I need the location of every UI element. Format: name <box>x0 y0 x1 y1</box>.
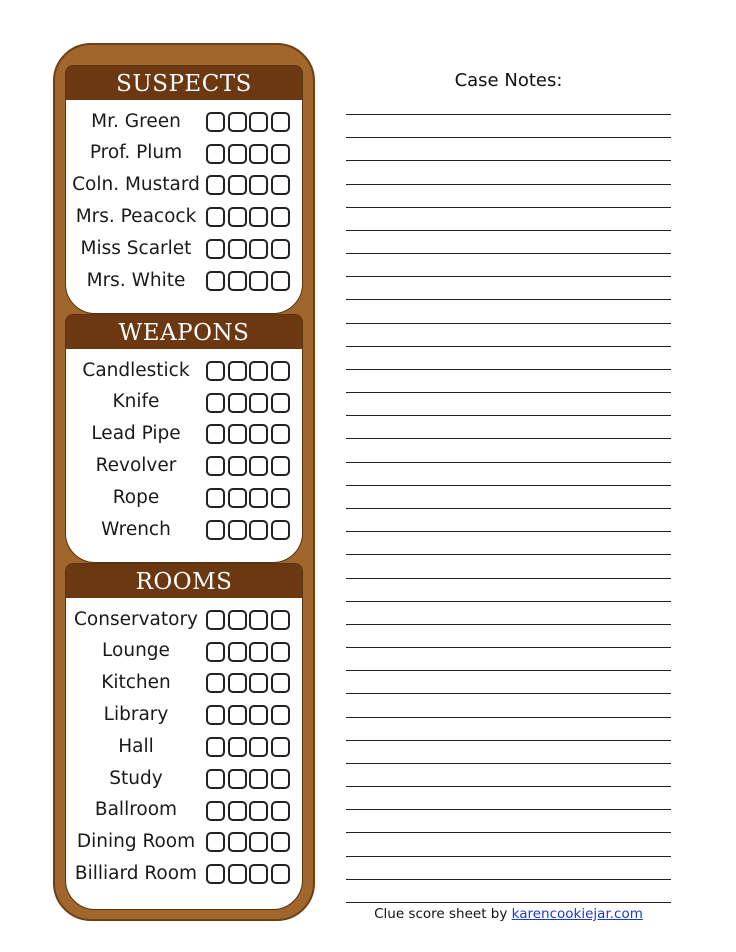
checkbox[interactable] <box>271 801 290 821</box>
weapons-row <box>66 355 302 387</box>
note-line[interactable] <box>346 601 671 602</box>
checkbox[interactable] <box>271 239 290 259</box>
checkbox[interactable] <box>271 424 290 444</box>
footer-link[interactable]: karencookiejar.com <box>511 906 643 922</box>
notes-lines <box>346 0 671 952</box>
suspects-row <box>66 106 302 138</box>
rooms-row <box>66 827 302 859</box>
checkbox[interactable] <box>206 520 225 540</box>
note-line[interactable] <box>346 485 671 486</box>
checkbox[interactable] <box>228 456 247 476</box>
suspects-row <box>66 233 302 265</box>
checkbox[interactable] <box>249 456 268 476</box>
rooms-section <box>65 563 303 910</box>
checkbox[interactable] <box>206 424 225 444</box>
checkbox[interactable] <box>249 801 268 821</box>
checkbox[interactable] <box>271 705 290 725</box>
note-line[interactable] <box>346 809 671 810</box>
item-label: Mrs. Peacock <box>75 206 197 228</box>
checkbox[interactable] <box>206 207 225 227</box>
note-line[interactable] <box>346 832 671 833</box>
suspects-section <box>65 65 303 314</box>
checkbox[interactable] <box>271 832 290 852</box>
rooms-row <box>66 604 302 636</box>
note-line[interactable] <box>346 114 671 115</box>
rooms-row <box>66 636 302 668</box>
checkbox[interactable] <box>249 239 268 259</box>
item-label: Rope <box>112 486 160 508</box>
footer-text: Clue score sheet by <box>374 906 512 922</box>
checkbox[interactable] <box>206 361 225 381</box>
checkbox[interactable] <box>206 832 225 852</box>
rooms-row <box>66 795 302 827</box>
checkbox-group <box>206 239 292 259</box>
item-label: Miss Scarlet <box>80 237 192 259</box>
checkbox-group <box>206 144 292 164</box>
checkbox-group <box>206 175 292 195</box>
weapons-row <box>66 387 302 419</box>
item-label: Ballroom <box>94 799 178 821</box>
checkbox[interactable] <box>228 705 247 725</box>
checkbox-group <box>206 207 292 227</box>
checkbox[interactable] <box>249 271 268 291</box>
item-label: Knife <box>112 391 160 413</box>
checkbox[interactable] <box>206 864 225 884</box>
item-label: Lounge <box>102 640 170 662</box>
note-line[interactable] <box>346 160 671 161</box>
checkbox[interactable] <box>249 361 268 381</box>
checkbox[interactable] <box>206 737 225 757</box>
note-line[interactable] <box>346 230 671 231</box>
checkbox[interactable] <box>249 610 268 630</box>
case-notes-title: Case Notes: <box>454 70 563 91</box>
checkbox-group <box>206 801 292 821</box>
checkbox[interactable] <box>271 737 290 757</box>
checkbox[interactable] <box>249 488 268 508</box>
note-line[interactable] <box>346 693 671 694</box>
checkbox[interactable] <box>206 801 225 821</box>
checkbox[interactable] <box>249 520 268 540</box>
note-line[interactable] <box>346 647 671 648</box>
checkbox[interactable] <box>271 207 290 227</box>
checkbox[interactable] <box>228 610 247 630</box>
checkbox[interactable] <box>228 769 247 789</box>
checkbox[interactable] <box>228 393 247 413</box>
item-label: Prof. Plum <box>89 142 183 164</box>
checkbox[interactable] <box>206 456 225 476</box>
checkbox[interactable] <box>228 144 247 164</box>
checkbox[interactable] <box>271 769 290 789</box>
item-label: Lead Pipe <box>91 423 181 445</box>
weapons-list <box>66 349 302 546</box>
checkbox[interactable] <box>249 112 268 132</box>
checkbox[interactable] <box>249 175 268 195</box>
item-label: Dining Room <box>76 831 196 853</box>
checkbox[interactable] <box>271 610 290 630</box>
checkbox-group <box>206 424 292 444</box>
checkbox-group <box>206 112 292 132</box>
weapons-row <box>66 450 302 482</box>
suspects-row <box>66 170 302 202</box>
checkbox[interactable] <box>228 737 247 757</box>
checkbox[interactable] <box>249 207 268 227</box>
checkbox[interactable] <box>249 673 268 693</box>
note-line[interactable] <box>346 879 671 880</box>
suspects-row <box>66 138 302 170</box>
note-line[interactable] <box>346 554 671 555</box>
checkbox-group <box>206 864 292 884</box>
checkbox[interactable] <box>228 864 247 884</box>
weapons-header: WEAPONS <box>66 315 302 349</box>
note-line[interactable] <box>346 299 671 300</box>
checkbox[interactable] <box>206 393 225 413</box>
note-line[interactable] <box>346 137 671 138</box>
checkbox-group <box>206 271 292 291</box>
note-line[interactable] <box>346 786 671 787</box>
item-label: Mrs. White <box>86 269 186 291</box>
checkbox[interactable] <box>271 673 290 693</box>
note-line[interactable] <box>346 740 671 741</box>
checkbox[interactable] <box>271 642 290 662</box>
checkbox-group <box>206 520 292 540</box>
checkbox-group <box>206 610 292 630</box>
item-label: Candlestick <box>82 359 190 381</box>
note-line[interactable] <box>346 392 671 393</box>
checkbox[interactable] <box>228 832 247 852</box>
weapons-row <box>66 514 302 546</box>
suspects-row <box>66 201 302 233</box>
rooms-row <box>66 858 302 890</box>
rooms-row <box>66 763 302 795</box>
checkbox-group <box>206 673 292 693</box>
checkbox[interactable] <box>228 361 247 381</box>
checkbox[interactable] <box>271 175 290 195</box>
checkbox[interactable] <box>228 642 247 662</box>
item-label: Revolver <box>95 455 177 477</box>
note-line[interactable] <box>346 670 671 671</box>
weapons-row <box>66 482 302 514</box>
checkbox[interactable] <box>249 832 268 852</box>
checkbox[interactable] <box>206 239 225 259</box>
checkbox[interactable] <box>249 737 268 757</box>
checkbox-group <box>206 769 292 789</box>
note-line[interactable] <box>346 323 671 324</box>
weapons-section <box>65 314 303 563</box>
suspects-row <box>66 265 302 297</box>
note-line[interactable] <box>346 184 671 185</box>
rooms-row <box>66 668 302 700</box>
checkbox[interactable] <box>271 520 290 540</box>
checkbox[interactable] <box>249 144 268 164</box>
checkbox[interactable] <box>206 112 225 132</box>
checkbox[interactable] <box>249 705 268 725</box>
checkbox-group <box>206 737 292 757</box>
checkbox[interactable] <box>249 393 268 413</box>
checkbox-group <box>206 488 292 508</box>
item-label: Billiard Room <box>74 863 198 885</box>
checkbox-group <box>206 361 292 381</box>
checkbox[interactable] <box>271 456 290 476</box>
checkbox-group <box>206 832 292 852</box>
checkbox[interactable] <box>271 488 290 508</box>
item-label: Wrench <box>101 518 171 540</box>
checkbox[interactable] <box>206 488 225 508</box>
checkbox[interactable] <box>206 144 225 164</box>
checkbox[interactable] <box>228 207 247 227</box>
note-line[interactable] <box>346 346 671 347</box>
note-line[interactable] <box>346 253 671 254</box>
checkbox[interactable] <box>206 175 225 195</box>
checkbox[interactable] <box>228 112 247 132</box>
note-line[interactable] <box>346 717 671 718</box>
item-label: Library <box>103 704 169 726</box>
note-line[interactable] <box>346 276 671 277</box>
item-label: Kitchen <box>101 672 171 694</box>
note-line[interactable] <box>346 207 671 208</box>
note-line[interactable] <box>346 856 671 857</box>
checkbox-group <box>206 705 292 725</box>
checkbox[interactable] <box>206 769 225 789</box>
note-line[interactable] <box>346 624 671 625</box>
checkbox[interactable] <box>206 642 225 662</box>
rooms-row <box>66 731 302 763</box>
note-line[interactable] <box>346 462 671 463</box>
checkbox[interactable] <box>249 642 268 662</box>
checkbox[interactable] <box>271 361 290 381</box>
checkbox[interactable] <box>228 673 247 693</box>
note-line[interactable] <box>346 578 671 579</box>
checkbox[interactable] <box>228 424 247 444</box>
checkbox-group <box>206 642 292 662</box>
note-line[interactable] <box>346 763 671 764</box>
checkbox[interactable] <box>249 864 268 884</box>
checkbox[interactable] <box>228 239 247 259</box>
suspects-list <box>66 100 302 297</box>
checkbox[interactable] <box>271 393 290 413</box>
checkbox[interactable] <box>271 271 290 291</box>
checkbox[interactable] <box>271 864 290 884</box>
weapons-row <box>66 419 302 451</box>
checkbox[interactable] <box>228 801 247 821</box>
note-line[interactable] <box>346 508 671 509</box>
note-line[interactable] <box>346 531 671 532</box>
note-line[interactable] <box>346 438 671 439</box>
note-line[interactable] <box>346 902 671 903</box>
checkbox[interactable] <box>206 705 225 725</box>
footer-credit <box>346 906 671 922</box>
checkbox-group <box>206 393 292 413</box>
checkbox[interactable] <box>249 424 268 444</box>
checkbox[interactable] <box>228 488 247 508</box>
rooms-header: ROOMS <box>66 564 302 598</box>
note-line[interactable] <box>346 415 671 416</box>
item-label: Study <box>109 767 163 789</box>
suspects-header: SUSPECTS <box>66 66 302 100</box>
rooms-row <box>66 699 302 731</box>
checkbox[interactable] <box>271 144 290 164</box>
checkbox[interactable] <box>228 520 247 540</box>
item-label: Conservatory <box>74 608 198 630</box>
checkbox[interactable] <box>271 112 290 132</box>
item-label: Hall <box>118 735 154 757</box>
checkbox[interactable] <box>228 175 247 195</box>
checkbox[interactable] <box>206 271 225 291</box>
checkbox[interactable] <box>206 673 225 693</box>
checkbox[interactable] <box>206 610 225 630</box>
checkbox[interactable] <box>249 769 268 789</box>
checkbox-group <box>206 456 292 476</box>
note-line[interactable] <box>346 369 671 370</box>
item-label: Mr. Green <box>91 110 181 132</box>
item-label: Coln. Mustard <box>72 174 200 196</box>
rooms-list <box>66 598 302 890</box>
checkbox[interactable] <box>228 271 247 291</box>
